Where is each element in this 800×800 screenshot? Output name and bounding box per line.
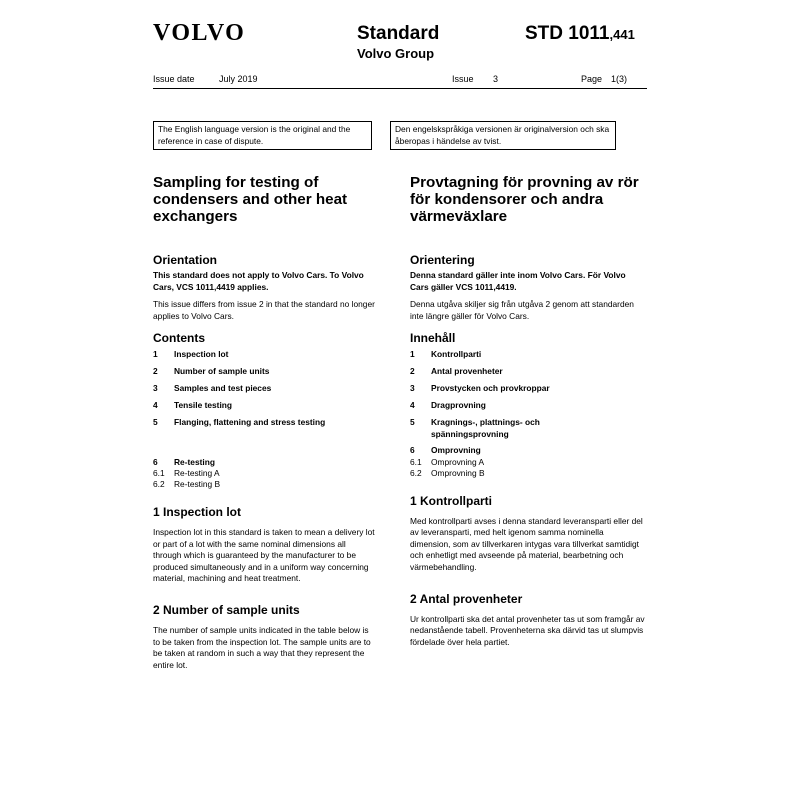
- toc-item: [410, 383, 645, 395]
- language-notice-en: The English language version is the original and the reference in case of dispute.: [153, 121, 372, 150]
- toc-item: [410, 366, 645, 378]
- issue-value: 3: [493, 74, 499, 84]
- orientation-text-en: This issue differs from issue 2 in that the standard no longer applies to Volvo Cars.: [153, 299, 375, 321]
- toc-subitem: [153, 479, 375, 490]
- toc-item-label: Dragprovning: [431, 400, 486, 410]
- toc-item-label: Inspection lot: [174, 349, 229, 359]
- toc-item-number: 2: [153, 366, 158, 376]
- document-type: Standard: [357, 23, 440, 44]
- language-notice-sv: Den engelskspråkiga versionen är originalversion och ska åberopas i händelse av tvist.: [390, 121, 616, 150]
- volvo-logo: VOLVO: [153, 20, 246, 46]
- toc-item-label: Antal provenheter: [431, 366, 503, 376]
- toc-item-number: 6: [153, 456, 158, 467]
- toc-item: [153, 417, 375, 429]
- page-label: Page: [581, 74, 603, 84]
- section-2-text-en: The number of sample units indicated in the table below is to be taken from the inspection lot. The sample units are to be taken at random in such a way that they represent the entire lot.: [153, 625, 371, 670]
- standard-number-main: STD 1011: [525, 23, 610, 44]
- section-2-heading-sv: 2 Antal provenheter: [410, 591, 523, 606]
- toc-item-label: Number of sample units: [174, 366, 270, 376]
- toc-item-label: Kontrollparti: [431, 349, 482, 359]
- orientation-heading-sv: Orientering: [410, 253, 475, 267]
- toc-subitem-number: 6.2: [153, 479, 165, 489]
- toc-item: [410, 417, 645, 440]
- toc-item-number: 1: [410, 349, 415, 359]
- toc-subitem-number: 6.2: [410, 467, 422, 478]
- contents-heading-sv: Innehåll: [410, 331, 456, 345]
- toc-item-label: Omprovning: [431, 445, 481, 455]
- toc-item-number: 5: [410, 417, 415, 427]
- page-value: 1(3): [611, 74, 628, 84]
- toc-subitem-label: Re-testing B: [174, 479, 221, 489]
- toc-subitem: [410, 457, 645, 468]
- toc-item: [153, 349, 375, 361]
- toc-item-number: 4: [153, 400, 158, 410]
- toc-item: [153, 366, 375, 378]
- toc-item-number: 5: [153, 417, 158, 427]
- contents-heading-en: Contents: [153, 331, 205, 345]
- section-2-text-sv: Ur kontrollparti ska det antal provenheter tas ut som framgår av nedanstående tabell. Provenheterna ska därvid tas ut slumpvis fördelade över hela partiet.: [410, 613, 645, 647]
- section-1-text-sv: Med kontrollparti avses i denna standard leveransparti eller del av leveransparti, med helt igenom samma nominella dimension, som av tillverkaren intygas vara tillverkat samtidigt och enhetligt med avseende på material, bearbetning och värmebehandling.: [410, 515, 643, 572]
- toc-item: [153, 383, 375, 395]
- toc-item-label: Re-testing: [174, 456, 215, 467]
- toc-item-label: Provstycken och provkroppar: [431, 383, 550, 393]
- document-title-sv: Provtagning för provning av rör för kondensorer och andra värmeväxlare: [410, 174, 639, 225]
- orientation-bold-en: This standard does not apply to Volvo Cars. To Volvo Cars, VCS 1011,4419 applies.: [153, 270, 364, 292]
- toc-item-number: 6: [410, 445, 415, 455]
- toc-item: [410, 349, 645, 361]
- standard-number: [525, 23, 635, 45]
- toc-subitem-label: Omprovning A: [431, 456, 485, 467]
- issue-label: Issue: [452, 74, 474, 84]
- toc-item: [410, 400, 645, 412]
- toc-item: [153, 457, 375, 469]
- toc-item-number: 2: [410, 366, 415, 376]
- section-1-heading-sv: 1 Kontrollparti: [410, 493, 493, 508]
- section-1-heading-en: 1 Inspection lot: [153, 505, 242, 519]
- toc-item-number: 1: [153, 349, 158, 359]
- toc-item-label: Tensile testing: [174, 400, 233, 410]
- toc-item-number: 3: [153, 383, 158, 393]
- section-1-text-en: Inspection lot in this standard is taken to mean a delivery lot or part of a lot with the same nominal dimensions all through which is guaranteed by the manufacturer to be produced simultaneously and in a uniform way concerning material, machining and heat treatment.: [153, 527, 375, 583]
- header-divider: [153, 88, 647, 89]
- issue-date-value: July 2019: [219, 74, 258, 84]
- document-title-en: Sampling for testing of condensers and other heat exchangers: [153, 174, 348, 225]
- standard-number-suffix: ,441: [609, 27, 635, 42]
- orientation-text-sv: Denna utgåva skiljer sig från utgåva 2 genom att standarden inte längre gäller för Volvo Cars.: [410, 299, 634, 321]
- orientation-heading-en: Orientation: [153, 253, 218, 267]
- toc-item-label: Flanging, flattening and stress testing: [174, 417, 326, 427]
- toc-item-number: 3: [410, 383, 415, 393]
- toc-subitem: [153, 468, 375, 479]
- swedish-column: [410, 174, 645, 648]
- toc-item: [410, 445, 645, 457]
- toc-subitem-label: Omprovning B: [431, 467, 485, 478]
- toc-item-label: Samples and test pieces: [174, 383, 272, 393]
- toc-subitem-number: 6.1: [153, 468, 165, 478]
- section-2-heading-en: 2 Number of sample units: [153, 603, 300, 617]
- toc-item-label: Kragnings-, plattnings- och spänningsprovning: [431, 417, 540, 439]
- toc-subitem: [410, 468, 645, 479]
- orientation-bold-sv: Denna standard gäller inte inom Volvo Cars. För Volvo Cars gäller VCS 1011,4419.: [410, 270, 626, 292]
- toc-subitem-label: Re-testing A: [174, 468, 220, 478]
- toc-item: [153, 400, 375, 412]
- issue-date-label: Issue date: [153, 74, 195, 84]
- english-column: [153, 174, 375, 671]
- toc-item-number: 4: [410, 400, 415, 410]
- toc-subitem-number: 6.1: [410, 456, 422, 467]
- table-of-contents-en: [153, 349, 375, 490]
- document-owner: Volvo Group: [357, 46, 435, 61]
- table-of-contents-sv: [410, 349, 645, 479]
